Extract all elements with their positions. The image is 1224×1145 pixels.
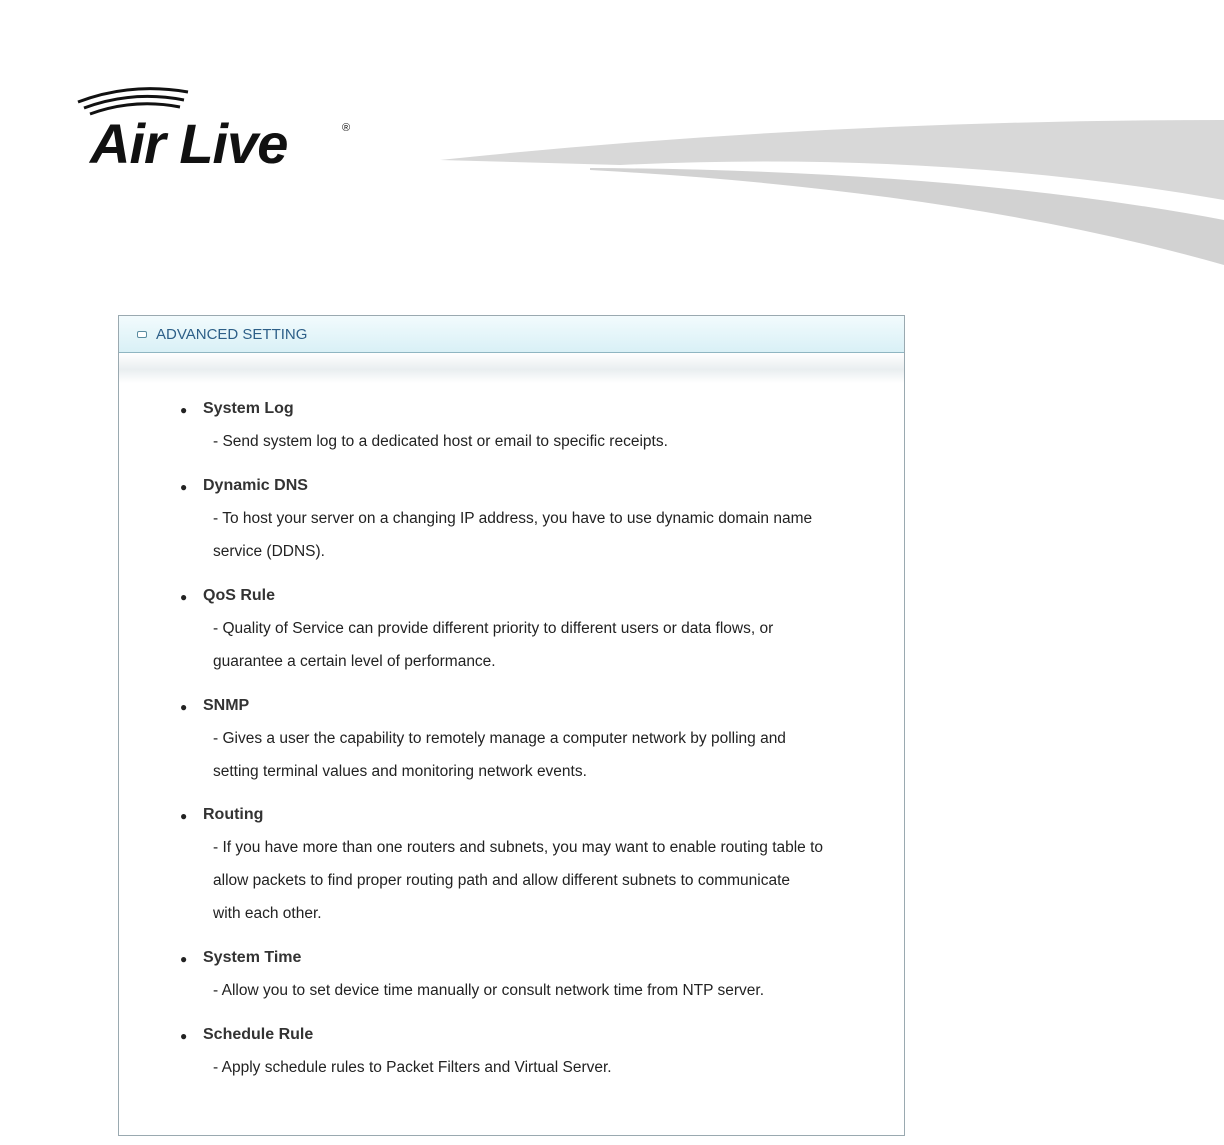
bullet-icon: ● (180, 590, 188, 604)
feature-description: - Quality of Service can provide different priority to different users or data flows, or (213, 620, 774, 637)
feature-description: with each other. (213, 905, 322, 922)
bullet-icon: ● (180, 403, 188, 417)
feature-description: guarantee a certain level of performance. (213, 653, 496, 670)
bullet-icon: ● (180, 480, 188, 494)
feature-description: service (DDNS). (213, 543, 325, 560)
bullet-icon: ● (180, 952, 188, 966)
feature-title: QoS Rule (203, 587, 276, 604)
panel-header-icon (137, 331, 147, 338)
brand-name: Air Live (90, 112, 288, 175)
feature-title: Routing (203, 806, 264, 823)
feature-title: System Time (203, 949, 302, 966)
feature-title: Dynamic DNS (203, 477, 308, 494)
panel-title: ADVANCED SETTING (156, 326, 308, 343)
feature-description: - Send system log to a dedicated host or email to specific receipts. (213, 433, 668, 450)
feature-description: allow packets to find proper routing path and allow different subnets to communicate (213, 872, 790, 889)
panel-header (119, 316, 904, 353)
feature-title: System Log (203, 400, 294, 417)
airlive-logo (70, 80, 370, 180)
header-swoosh (440, 110, 1224, 270)
feature-title: Schedule Rule (203, 1026, 314, 1043)
bullet-icon: ● (180, 1029, 188, 1043)
panel-shade (119, 353, 904, 383)
registered-mark: ® (342, 122, 351, 134)
feature-description: - Apply schedule rules to Packet Filters and Virtual Server. (213, 1059, 612, 1076)
feature-description: - To host your server on a changing IP address, you have to use dynamic domain name (213, 510, 813, 527)
feature-title: SNMP (203, 697, 250, 714)
feature-description: - Allow you to set device time manually or consult network time from NTP server. (213, 982, 765, 999)
bullet-icon: ● (180, 809, 188, 823)
advanced-setting-panel (118, 315, 905, 1136)
bullet-icon: ● (180, 700, 188, 714)
feature-description: setting terminal values and monitoring network events. (213, 763, 587, 780)
feature-description: - If you have more than one routers and subnets, you may want to enable routing table to (213, 839, 824, 856)
feature-description: - Gives a user the capability to remotely manage a computer network by polling and (213, 730, 786, 747)
